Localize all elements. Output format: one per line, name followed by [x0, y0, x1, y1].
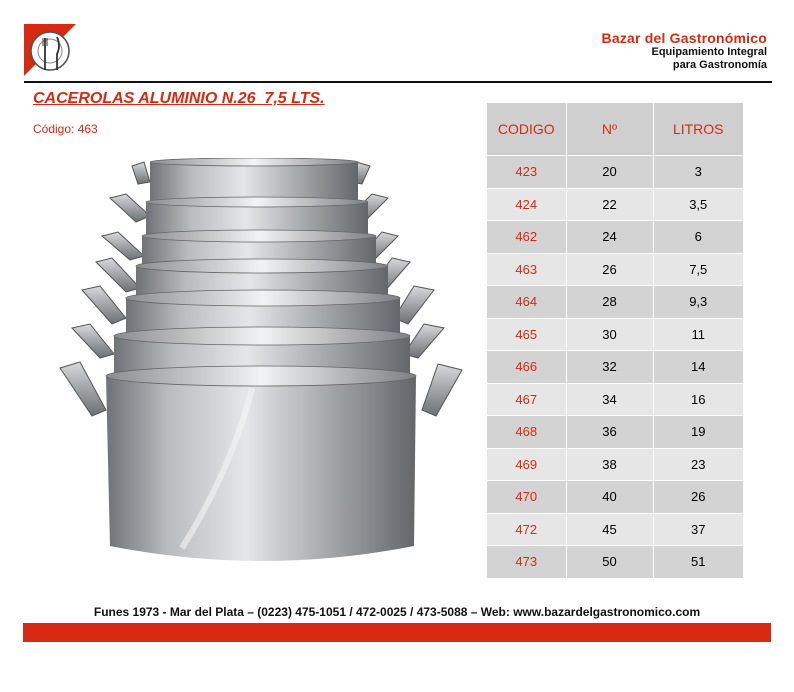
table-row [487, 221, 743, 254]
brand-name: Bazar del Gastronómico [601, 30, 767, 46]
brand-tagline-1: Equipamiento Integral [651, 46, 767, 58]
cell-codigo: 472 [487, 513, 566, 546]
brand-tagline-2: para Gastronomía [672, 59, 767, 71]
cell-litros: 23 [653, 448, 743, 481]
footer-bar [23, 623, 771, 642]
cell-codigo: 465 [487, 318, 566, 351]
cell-codigo: 469 [487, 448, 566, 481]
cell-numero: 30 [566, 318, 653, 351]
cell-codigo: 424 [487, 188, 566, 221]
header-litros: LITROS [653, 103, 743, 156]
cell-numero: 22 [566, 188, 653, 221]
brand-block [602, 30, 767, 72]
cell-numero: 45 [566, 513, 653, 546]
cell-numero: 32 [566, 351, 653, 384]
cell-numero: 28 [566, 286, 653, 319]
cell-numero: 40 [566, 481, 653, 514]
cell-codigo: 473 [487, 546, 566, 578]
table-row [487, 156, 743, 189]
table-header-row [487, 103, 743, 156]
cell-litros: 7,5 [653, 253, 743, 286]
cell-numero: 50 [566, 546, 653, 578]
cell-litros: 19 [653, 416, 743, 449]
spec-table [487, 103, 743, 578]
table-row [487, 286, 743, 319]
cell-numero: 36 [566, 416, 653, 449]
cell-codigo: 463 [487, 253, 566, 286]
cell-numero: 24 [566, 221, 653, 254]
cell-codigo: 470 [487, 481, 566, 514]
cell-codigo: 423 [487, 156, 566, 189]
cell-litros: 37 [653, 513, 743, 546]
cell-codigo: 462 [487, 221, 566, 254]
table-row [487, 513, 743, 546]
cell-litros: 6 [653, 221, 743, 254]
cell-litros: 11 [653, 318, 743, 351]
table-row [487, 416, 743, 449]
cell-litros: 51 [653, 546, 743, 578]
table-row [487, 253, 743, 286]
product-image [52, 158, 468, 576]
cell-codigo: 468 [487, 416, 566, 449]
product-title: CACEROLAS ALUMINIO N.26 7,5 LTS. [33, 90, 325, 107]
product-code: Código: 463 [33, 122, 98, 136]
brand-logo-icon [24, 24, 76, 76]
cell-codigo: 464 [487, 286, 566, 319]
table-row [487, 188, 743, 221]
table-row [487, 318, 743, 351]
cell-numero: 38 [566, 448, 653, 481]
cell-litros: 26 [653, 481, 743, 514]
cell-litros: 3,5 [653, 188, 743, 221]
cell-litros: 16 [653, 383, 743, 416]
cell-numero: 26 [566, 253, 653, 286]
cell-codigo: 466 [487, 351, 566, 384]
footer-contact: Funes 1973 - Mar del Plata – (0223) 475-1051 / 472-0025 / 473-5088 – Web: www.bazardelgastronomico.com [93, 605, 701, 619]
table-row [487, 383, 743, 416]
table-row [487, 546, 743, 578]
cell-numero: 34 [566, 383, 653, 416]
table-row [487, 481, 743, 514]
table-row [487, 448, 743, 481]
cell-numero: 20 [566, 156, 653, 189]
cell-codigo: 467 [487, 383, 566, 416]
table-row [487, 351, 743, 384]
cell-litros: 9,3 [653, 286, 743, 319]
cell-litros: 14 [653, 351, 743, 384]
header-numero: Nº [566, 103, 653, 156]
header-codigo: CODIGO [487, 103, 566, 156]
cell-litros: 3 [653, 156, 743, 189]
header-divider [24, 81, 772, 83]
